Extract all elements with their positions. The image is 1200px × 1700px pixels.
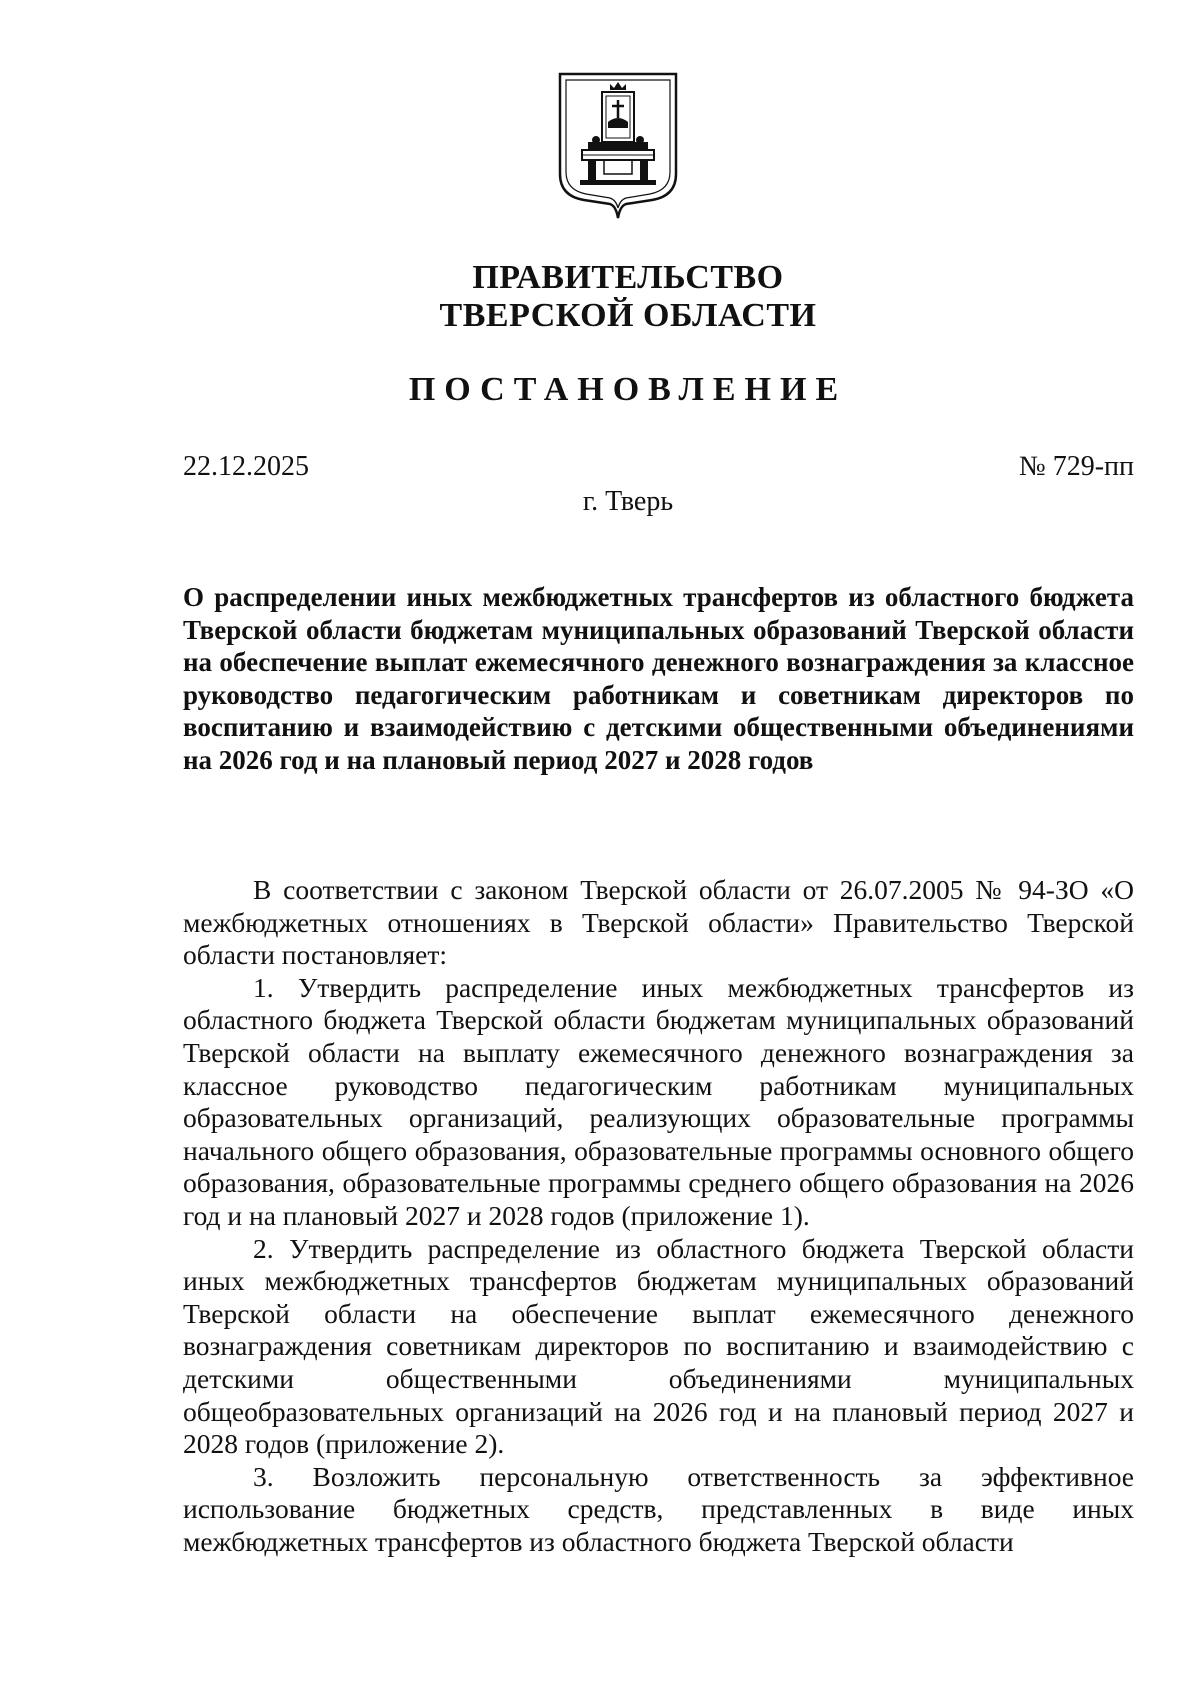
preamble-paragraph: В соответствии с законом Тверской области от 26.07.2005 № 94-ЗО «О межбюджетных отношениях в Тверской области» Правительство Тверской области постановляет: (183, 874, 1134, 971)
government-title-line1: ПРАВИТЕЛЬСТВО (472, 259, 784, 296)
tver-coat-of-arms-icon (556, 70, 680, 226)
document-date: 22.12.2025 (183, 451, 309, 482)
document-city: г. Тверь (582, 486, 674, 517)
item-1-paragraph: 1. Утвердить распределение иных межбюджетных трансфертов из областного бюджета Тверской области бюджетам муниципальных образований Тверской области на выплату ежемесячного денежного вознаграждения за классное руководство педагогическим работникам муниципальных образовательных организаций, реализующих образовательные программы начального общего образования, образовательные программы основного общего образования, образовательные программы среднего общего образования на 2026 год и на плановый 2027 и 2028 годов (приложение 1). (183, 971, 1134, 1231)
item-2-paragraph: 2. Утвердить распределение из областного бюджета Тверской области иных межбюджетных трансфертов бюджетам муниципальных образований Тверской области на обеспечение выплат ежемесячного денежного вознаграждения советникам директоров по воспитанию и взаимодействию с детскими общественными объединениями муниципальных общеобразовательных организаций на 2026 год и на плановый период 2027 и 2028 годов (приложение 2). (183, 1232, 1134, 1460)
document-number: № 729-пп (1018, 451, 1134, 482)
item-3-paragraph: 3. Возложить персональную ответственность за эффективное использование бюджетных средств, представленных в виде иных межбюджетных трансфертов из областного бюджета Тверской области (183, 1460, 1134, 1557)
document-subject: О распределении иных межбюджетных трансфертов из областного бюджета Тверской области бюджетам муниципальных образований Тверской области на обеспечение выплат ежемесячного денежного вознаграждения за классное руководство педагогическим работникам и советникам директоров по воспитанию и взаимодействию с детскими общественными объединениями на 2026 год и на плановый период 2027 и 2028 годов (183, 582, 1134, 775)
government-title-line2: ТВЕРСКОЙ ОБЛАСТИ (439, 297, 817, 334)
document-type: ПОСТАНОВЛЕНИЕ (408, 371, 848, 408)
document-body (183, 874, 1134, 1558)
